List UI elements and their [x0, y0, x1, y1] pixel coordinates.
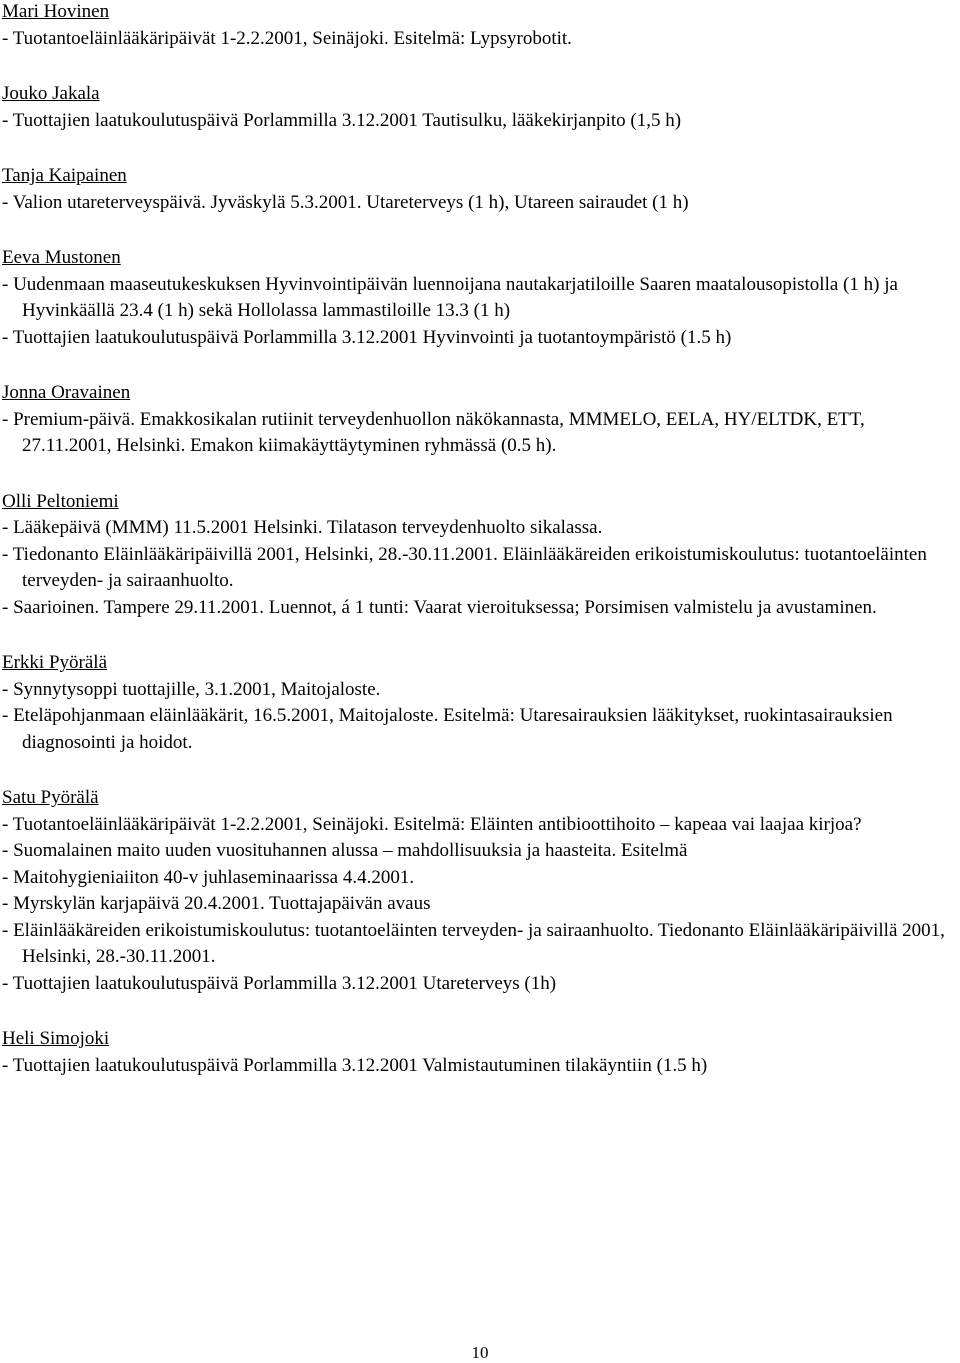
page-number: 10	[471, 1343, 489, 1362]
person-section	[2, 163, 958, 216]
activity-item: - Tuotantoeläinlääkäripäivät 1-2.2.2001, Seinäjoki. Esitelmä: Lypsyrobotit.	[2, 27, 572, 49]
person-name: Heli Simojoki	[2, 1028, 110, 1049]
person-name: Satu Pyörälä	[2, 787, 99, 808]
person-section	[2, 81, 958, 134]
activity-item: - Eläinlääkäreiden erikoistumiskoulutus: tuotantoeläinten terveyden- ja sairaanhuolto. Tiedonanto Eläinlääkäripäivillä 2001, Helsinki, 28.-30.11.2001.	[2, 919, 945, 967]
person-name: Mari Hovinen	[2, 1, 110, 22]
activity-item: - Tuottajien laatukoulutuspäivä Porlammilla 3.12.2001 Tautisulku, lääkekirjanpito (1,5 h)	[2, 109, 682, 131]
person-section	[2, 489, 958, 622]
person-name: Jouko Jakala	[2, 83, 100, 104]
activity-item: - Eteläpohjanmaan eläinlääkärit, 16.5.2001, Maitojaloste. Esitelmä: Utaresairauksien lääkitykset, ruokintasairauksien diagnosointi ja hoidot.	[2, 705, 893, 753]
activity-item: - Maitohygieniaiiton 40-v juhlaseminaarissa 4.4.2001.	[2, 866, 415, 888]
person-section	[2, 245, 958, 351]
activity-item: - Suomalainen maito uuden vuosituhannen alussa – mahdollisuuksia ja haasteita. Esitelmä	[2, 840, 688, 861]
activity-item: - Valion utareterveyspäivä. Jyväskylä 5.3.2001. Utareterveys (1 h), Utareen sairaudet (1 h)	[2, 191, 689, 213]
activity-item: - Tuotantoeläinlääkäripäivät 1-2.2.2001, Seinäjoki. Esitelmä: Eläinten antibioottihoito – kapeaa vai laajaa kirjoa?	[2, 813, 862, 835]
person-section	[2, 380, 958, 460]
activity-item: - Lääkepäivä (MMM) 11.5.2001 Helsinki. Tilatason terveydenhuolto sikalassa.	[2, 517, 603, 538]
person-section	[2, 1026, 958, 1079]
person-name: Erkki Pyörälä	[2, 652, 108, 673]
person-section	[2, 785, 958, 997]
activity-item: - Tiedonanto Eläinlääkäripäivillä 2001, Helsinki, 28.-30.11.2001. Eläinlääkäreiden erikoistumiskoulutus: tuotantoeläinten terveyden- ja sairaanhuolto.	[2, 543, 927, 591]
person-section	[2, 650, 958, 756]
activity-item: - Tuottajien laatukoulutuspäivä Porlammilla 3.12.2001 Valmistautuminen tilakäyntiin (1.5 h)	[2, 1054, 708, 1076]
person-name: Tanja Kaipainen	[2, 165, 127, 186]
activity-item: - Uudenmaan maaseutukeskuksen Hyvinvointipäivän luennoijana nautakarjatiloille Saaren maatalousopistolla (1 h) ja Hyvinkäällä 23.4 (1 h) sekä Hollolassa lammastiloille 13.3 (1 h)	[2, 273, 898, 321]
activity-item: - Premium-päivä. Emakkosikalan rutiinit terveydenhuollon näkökannasta, MMMELO, EELA, HY/ELTDK, ETT, 27.11.2001, Helsinki. Emakon kiimakäyttäytyminen ryhmässä (0.5 h).	[2, 408, 865, 456]
person-name: Olli Peltoniemi	[2, 490, 119, 512]
activity-item: - Myrskylän karjapäivä 20.4.2001. Tuottajapäivän avaus	[2, 893, 431, 914]
person-name: Eeva Mustonen	[2, 247, 121, 268]
activity-item: - Tuottajien laatukoulutuspäivä Porlammilla 3.12.2001 Hyvinvointi ja tuotantoympäristö (1.5 h)	[2, 326, 732, 348]
activity-item: - Saarioinen. Tampere 29.11.2001. Luennot, á 1 tunti: Vaarat vieroituksessa; Porsimisen valmistelu ja avustaminen.	[2, 596, 877, 618]
person-name: Jonna Oravainen	[2, 382, 131, 403]
person-section	[2, 0, 958, 52]
activity-item: - Synnytysoppi tuottajille, 3.1.2001, Maitojaloste.	[2, 678, 381, 700]
document-page	[2, 0, 958, 1108]
activity-item: - Tuottajien laatukoulutuspäivä Porlammilla 3.12.2001 Utareterveys (1h)	[2, 972, 557, 994]
